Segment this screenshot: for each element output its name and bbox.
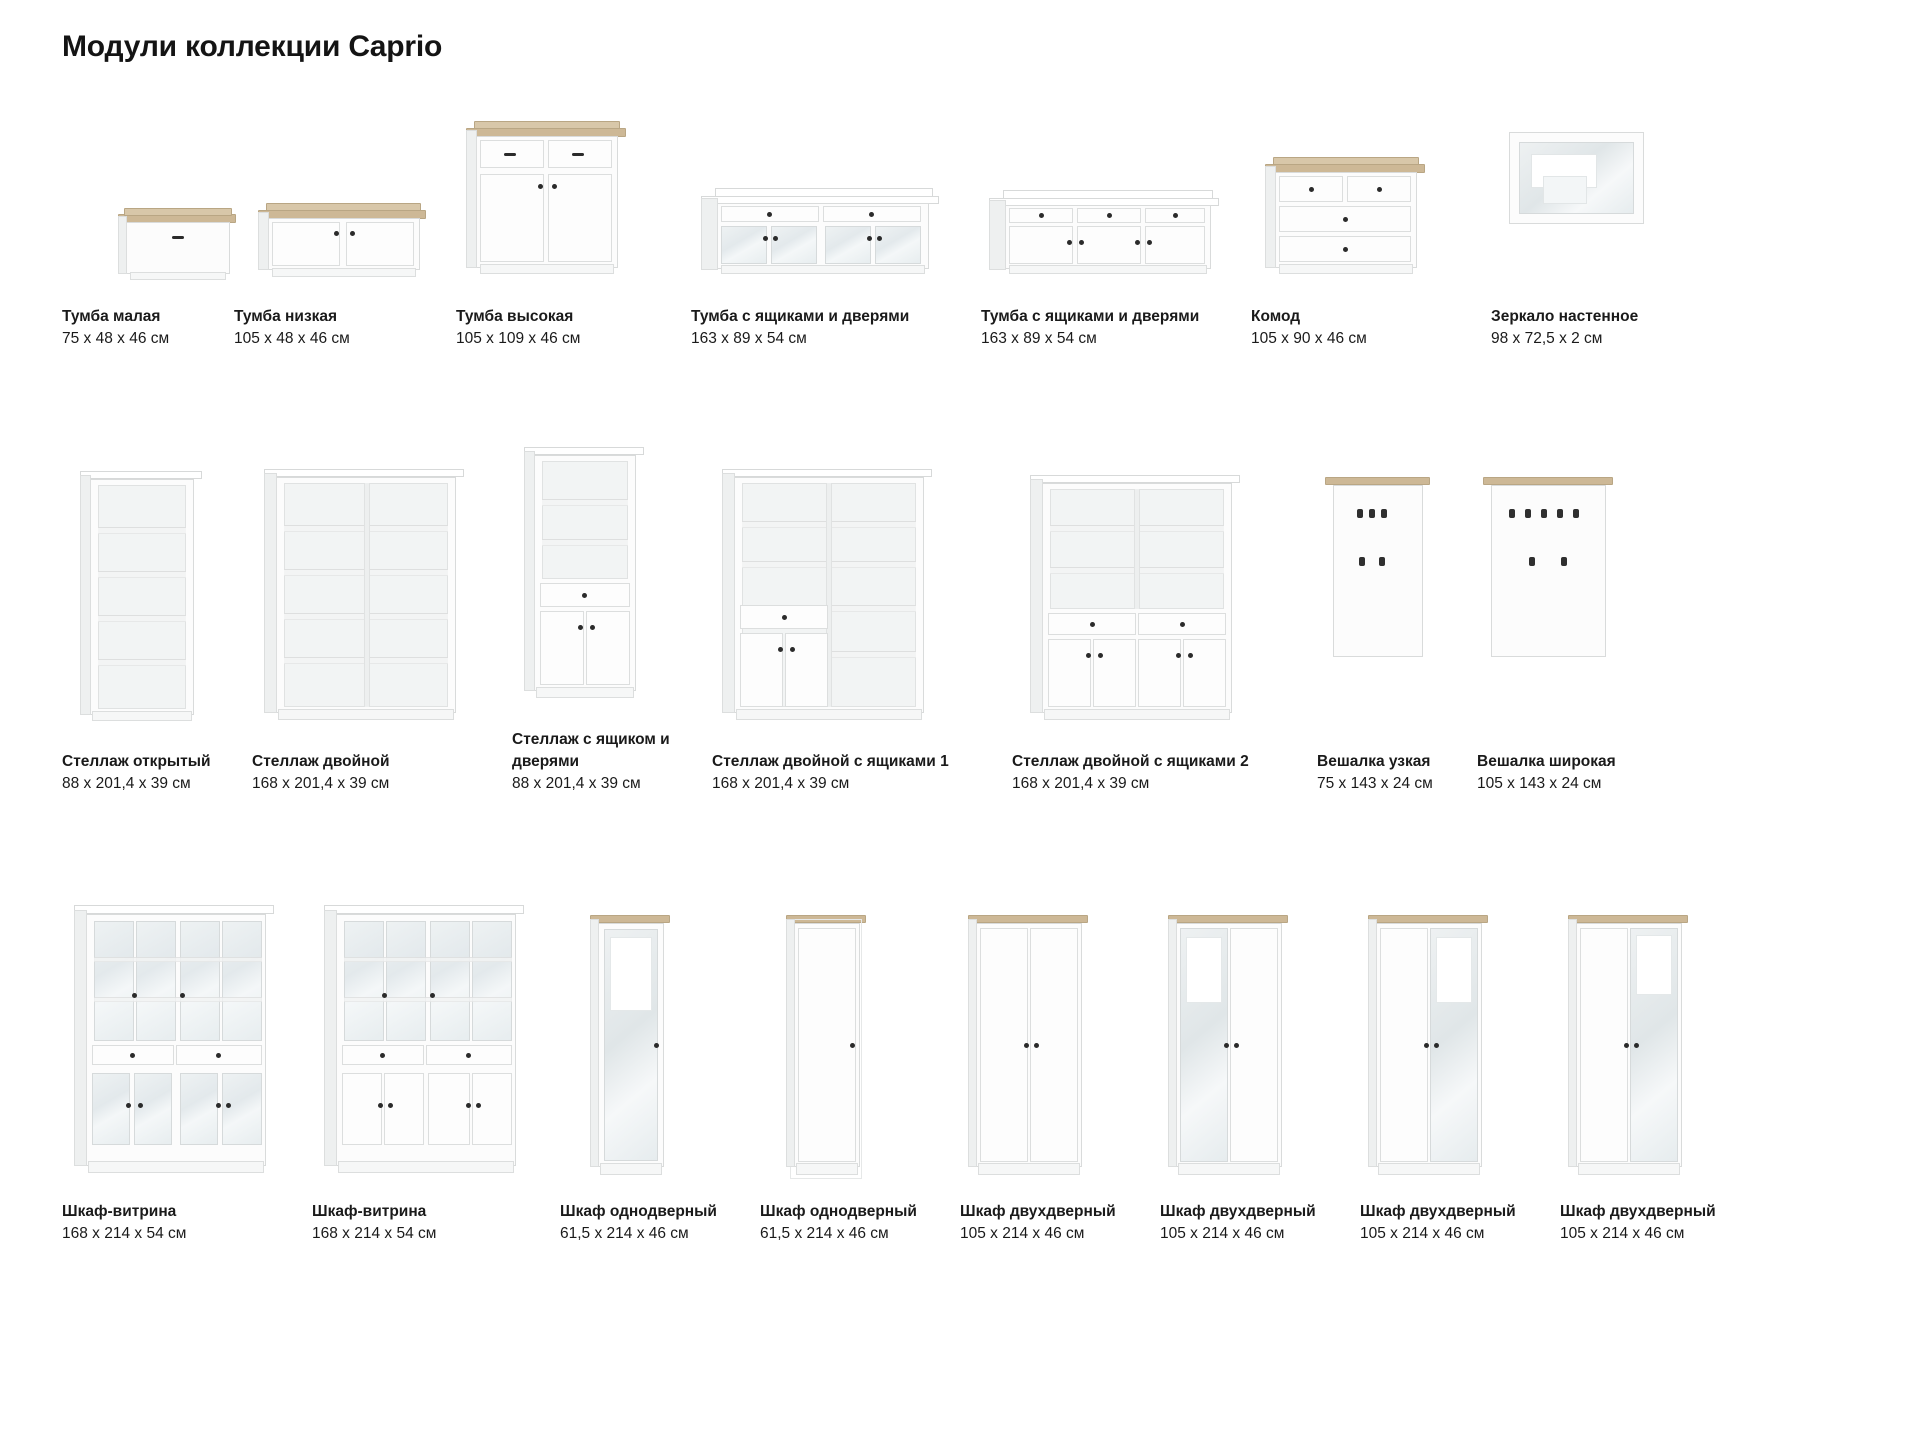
product-name: Шкаф двухдверный [1160,1203,1316,1220]
page-title: Модули коллекции Caprio [62,30,443,63]
product-image-komod [1251,92,1491,292]
product-dimensions: 168 x 214 x 54 см [62,1225,187,1242]
product-caption [456,306,691,350]
product-name: Стеллаж двойной с ящиками 1 [712,753,949,770]
product-caption [1477,751,1662,795]
product-image-shkaf-odnodvernyy-2 [760,897,960,1187]
product-name: Тумба низкая [234,308,338,325]
product-cell-stellazh-dvoynoy [252,447,512,795]
product-image-zerkalo [1491,92,1731,292]
product-cell-veshalka-uzkaya [1317,447,1477,795]
product-caption [1360,1201,1560,1245]
product-dimensions: 105 x 214 x 46 см [960,1225,1085,1242]
product-caption [712,751,1012,795]
product-name: Вешалка широкая [1477,753,1616,770]
product-dimensions: 75 x 143 x 24 см [1317,775,1433,792]
product-dimensions: 168 x 214 x 54 см [312,1225,437,1242]
product-cell-stellazh-otkrytyy [62,447,252,795]
product-name: Шкаф двухдверный [1560,1203,1716,1220]
product-dimensions: 105 x 48 x 46 см [234,330,350,347]
product-name: Шкаф однодверный [760,1203,917,1220]
product-name: Вешалка узкая [1317,753,1431,770]
product-caption [312,1201,560,1245]
product-name: Шкаф-витрина [312,1203,427,1220]
product-name: Тумба малая [62,308,161,325]
product-image-shkaf-odnodvernyy-1 [560,897,760,1187]
product-cell-tumba-yashchiki-dveri-1 [691,92,981,350]
product-dimensions: 88 x 201,4 x 39 см [62,775,191,792]
product-cell-stellazh-dvoynoy-yashchiki-2 [1012,447,1317,795]
product-cell-tumba-yashchiki-dveri-2 [981,92,1251,350]
product-image-shkaf-dvuhdvernyy-1 [960,897,1160,1187]
product-image-stellazh-otkrytyy [62,447,252,737]
product-name: Тумба высокая [456,308,574,325]
product-row-3 [62,955,1862,1245]
product-caption [512,729,712,795]
product-name: Тумба с ящиками и дверями [981,308,1200,325]
product-cell-shkaf-dvuhdvernyy-1 [960,897,1160,1245]
product-image-stellazh-dvoynoy [252,447,512,737]
product-dimensions: 168 x 201,4 x 39 см [1012,775,1150,792]
product-caption [1317,751,1477,795]
product-caption [252,751,512,795]
product-cell-tumba-malaya [62,92,234,350]
product-name: Стеллаж открытый [62,753,211,770]
product-dimensions: 105 x 214 x 46 см [1560,1225,1685,1242]
product-dimensions: 105 x 214 x 46 см [1360,1225,1485,1242]
product-dimensions: 163 x 89 x 54 см [691,330,807,347]
product-dimensions: 168 x 201,4 x 39 см [252,775,390,792]
product-caption [234,306,456,350]
product-caption [62,751,252,795]
product-dimensions: 88 x 201,4 x 39 см [512,775,641,792]
product-image-shkaf-dvuhdvernyy-3 [1360,897,1560,1187]
product-dimensions: 168 x 201,4 x 39 см [712,775,850,792]
product-cell-shkaf-odnodvernyy-1 [560,897,760,1245]
product-caption [981,306,1251,350]
product-image-shkaf-dvuhdvernyy-4 [1560,897,1760,1187]
product-row-2 [62,505,1862,795]
product-caption [62,1201,312,1245]
product-name: Зеркало настенное [1491,308,1639,325]
product-cell-veshalka-shirokaya [1477,447,1662,795]
product-image-shkaf-vitrina-1 [62,897,312,1187]
product-dimensions: 105 x 143 x 24 см [1477,775,1602,792]
product-caption [1012,751,1317,795]
product-caption [1560,1201,1760,1245]
product-cell-stellazh-yashchik-dveri [512,425,712,795]
product-image-veshalka-uzkaya [1317,447,1477,737]
product-cell-shkaf-dvuhdvernyy-4 [1560,897,1760,1245]
product-cell-komod [1251,92,1491,350]
product-name: Стеллаж двойной [252,753,390,770]
product-caption [1491,306,1731,350]
product-dimensions: 105 x 109 x 46 см [456,330,581,347]
product-cell-tumba-nizkaya [234,92,456,350]
product-dimensions: 105 x 214 x 46 см [1160,1225,1285,1242]
product-dimensions: 98 x 72,5 x 2 см [1491,330,1603,347]
product-name: Шкаф двухдверный [960,1203,1116,1220]
product-name: Шкаф однодверный [560,1203,717,1220]
product-image-tumba-vysokaya [456,92,691,292]
product-image-veshalka-shirokaya [1477,447,1662,737]
product-cell-tumba-vysokaya [456,92,691,350]
product-image-stellazh-dvoynoy-yashchiki-2 [1012,447,1317,737]
product-name: Комод [1251,308,1301,325]
product-image-tumba-nizkaya [234,92,456,292]
product-caption [1160,1201,1360,1245]
product-image-tumba-malaya [62,92,234,292]
product-caption [960,1201,1160,1245]
product-caption [691,306,981,350]
product-dimensions: 75 x 48 x 46 см [62,330,170,347]
product-dimensions: 105 x 90 x 46 см [1251,330,1367,347]
product-dimensions: 163 x 89 x 54 см [981,330,1097,347]
product-cell-shkaf-dvuhdvernyy-2 [1160,897,1360,1245]
product-name: Шкаф двухдверный [1360,1203,1516,1220]
product-image-shkaf-dvuhdvernyy-2 [1160,897,1360,1187]
product-image-stellazh-yashchik-dveri [512,425,712,715]
product-image-tumba-yashchiki-dveri-1 [691,92,981,292]
product-caption [62,306,234,350]
product-image-shkaf-vitrina-2 [312,897,560,1187]
product-row-1 [62,150,1862,350]
product-name: Стеллаж с ящиком и дверями [512,731,670,770]
product-cell-shkaf-vitrina-1 [62,897,312,1245]
product-name: Тумба с ящиками и дверями [691,308,910,325]
product-name: Шкаф-витрина [62,1203,177,1220]
product-cell-zerkalo [1491,92,1731,350]
product-name: Стеллаж двойной с ящиками 2 [1012,753,1249,770]
product-caption [560,1201,760,1245]
product-image-tumba-yashchiki-dveri-2 [981,92,1251,292]
product-cell-stellazh-dvoynoy-yashchiki-1 [712,447,1012,795]
product-cell-shkaf-odnodvernyy-2 [760,897,960,1245]
product-caption [760,1201,960,1245]
product-cell-shkaf-vitrina-2 [312,897,560,1245]
product-caption [1251,306,1491,350]
product-dimensions: 61,5 x 214 x 46 см [760,1225,889,1242]
product-dimensions: 61,5 x 214 x 46 см [560,1225,689,1242]
product-cell-shkaf-dvuhdvernyy-3 [1360,897,1560,1245]
product-image-stellazh-dvoynoy-yashchiki-1 [712,447,1012,737]
